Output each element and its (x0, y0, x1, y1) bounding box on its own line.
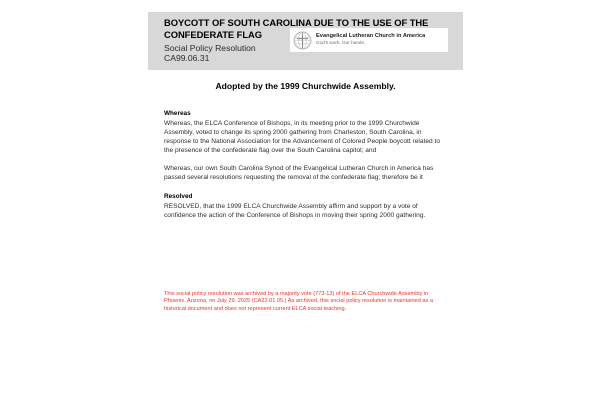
document-reference-code: CA99.06.31 (164, 53, 210, 64)
section-whereas (164, 110, 449, 182)
adopted-statement: Adopted by the 1999 Churchwide Assembly. (215, 81, 396, 91)
document-page (140, 0, 465, 400)
document-subtitle: Social Policy Resolution (164, 42, 256, 53)
resolved-paragraph-1: RESOLVED, that the 1999 ELCA Churchwide Assembly affirm and support by a vote of confidence the action of the Conference of Bishops in moving their spring 2000 gathering. (164, 202, 426, 220)
organization-name: Evangelical Lutheran Church in America (316, 33, 426, 39)
whereas-paragraph-2: Whereas, our own South Carolina Synod of the Evangelical Lutheran Church in America has passed several resolutions requesting the removal of the confederate flag; therefore be it (164, 164, 434, 181)
archival-status-note: This social policy resolution was archived by a majority vote (773-13) of the ELCA Churchwide Assembly in Phoenix, Arizona, on July 29, 2025 (CA22.01.05.) As archived, this social policy resolution is maintained as a historical document and does not represent current ELCA social teaching. (164, 291, 433, 312)
paragraph-spacer (164, 156, 449, 164)
section-heading-resolved: Resolved (164, 193, 193, 201)
elca-logo-text (316, 34, 425, 46)
elca-logo-block (290, 28, 448, 52)
whereas-paragraph-1: Whereas, the ELCA Conference of Bishops, in its meeting prior to the 1999 Churchwide Assembly, voted to change its spring 2000 gathering from Charleston, South Carolina, in response to the National Association for the Advancement of Colored People boycott related to the presence of the confederate flag over the South Carolina capitol; and (164, 119, 441, 155)
section-resolved (164, 193, 449, 220)
section-spacer (164, 182, 449, 193)
organization-tagline: God's work. Our hands. (316, 40, 366, 46)
elca-cross-globe-icon (293, 31, 312, 50)
document-body (164, 110, 449, 220)
page-title: BOYCOTT OF SOUTH CAROLINA DUE TO THE USE OF THE CONFEDERATE FLAG (164, 17, 429, 40)
section-heading-whereas: Whereas (164, 110, 191, 117)
